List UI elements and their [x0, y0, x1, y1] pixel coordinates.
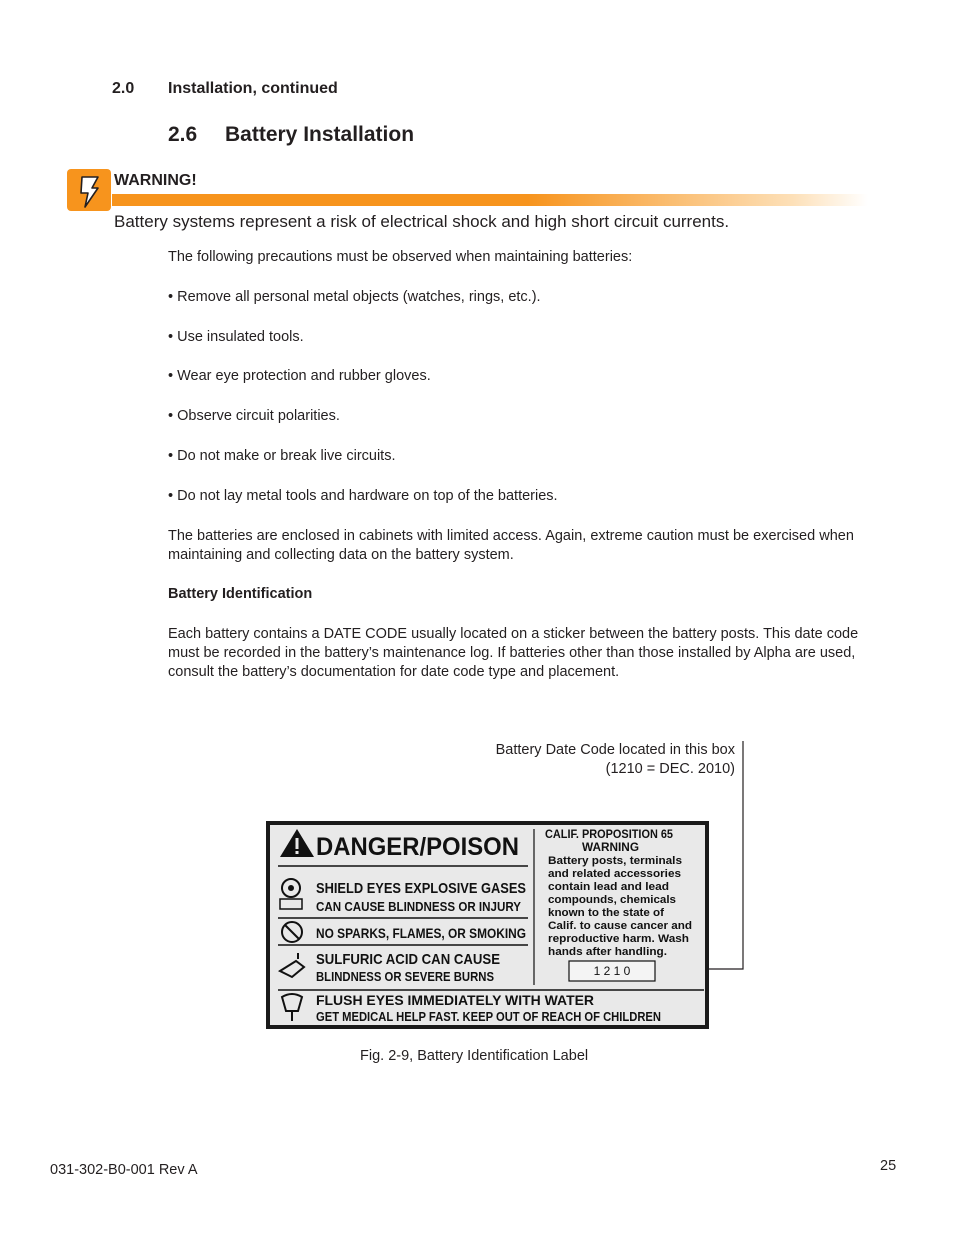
label-prop65-line: Calif. to cause cancer and	[548, 920, 692, 932]
label-prop65-line: hands after handling.	[548, 946, 667, 958]
label-shield-line2: CAN CAUSE BLINDNESS OR INJURY	[316, 900, 522, 914]
label-prop65-line: and related accessories	[548, 868, 681, 880]
callout-line-1: Battery Date Code located in this box	[495, 742, 735, 758]
callout-line-2: (1210 = DEC. 2010)	[605, 761, 735, 777]
section-header	[112, 80, 338, 98]
lightning-warning-icon	[67, 169, 111, 211]
warning-title: WARNING!	[114, 172, 197, 189]
precaution-item: • Remove all personal metal objects (watches, rings, etc.).	[168, 289, 541, 305]
battery-identification-heading: Battery Identification	[168, 586, 313, 602]
label-prop65-line: known to the state of	[548, 907, 665, 919]
subsection-title	[168, 123, 414, 147]
page-number: 25	[880, 1158, 897, 1174]
label-prop65-line: compounds, chemicals	[548, 894, 676, 906]
label-acid-line1: SULFURIC ACID CAN CAUSE	[316, 951, 500, 968]
precaution-item: • Do not lay metal tools and hardware on top of the batteries.	[168, 488, 558, 504]
label-danger-text: DANGER/POISON	[316, 833, 519, 861]
enclosure-note: The batteries are enclosed in cabinets with limited access. Again, extreme caution must be exercised when maintaining and collecting data on the battery system.	[168, 528, 854, 563]
warning-bar	[112, 194, 868, 206]
label-shield-line1: SHIELD EYES EXPLOSIVE GASES	[316, 880, 526, 897]
precautions-intro: The following precautions must be observed when maintaining batteries:	[168, 249, 633, 265]
battery-identification-text: Each battery contains a DATE CODE usually located on a sticker between the battery posts. This date code must be recorded in the battery’s maintenance log. If batteries other than those installed by Alpha are used, consult the battery’s documentation for date code type and placement.	[168, 626, 859, 680]
label-acid-line2: BLINDNESS OR SEVERE BURNS	[316, 969, 495, 984]
document-number: 031-302-B0-001 Rev A	[50, 1162, 198, 1178]
label-flush-line2: GET MEDICAL HELP FAST. KEEP OUT OF REACH OF CHILDREN	[316, 1010, 661, 1024]
date-code-value: 1 2 1 0	[593, 964, 631, 978]
section-title: Installation, continued	[168, 80, 338, 97]
section-number: 2.0	[112, 80, 135, 97]
label-no-sparks: NO SPARKS, FLAMES, OR SMOKING	[316, 925, 527, 941]
label-flush-line1: FLUSH EYES IMMEDIATELY WITH WATER	[316, 992, 594, 1008]
label-prop65-title: CALIF. PROPOSITION 65	[545, 829, 674, 841]
warning-text: Battery systems represent a risk of electrical shock and high short circuit currents.	[114, 212, 730, 231]
battery-identification-label	[266, 821, 709, 1029]
label-prop65-line: Battery posts, terminals	[548, 855, 682, 867]
subsection-heading: Battery Installation	[225, 123, 415, 146]
figure-caption: Fig. 2-9, Battery Identification Label	[360, 1048, 589, 1064]
label-prop65-warning: WARNING	[582, 842, 640, 854]
precaution-item: • Wear eye protection and rubber gloves.	[168, 368, 431, 384]
label-prop65-line: contain lead and lead	[548, 881, 669, 893]
precaution-item: • Do not make or break live circuits.	[168, 448, 396, 464]
label-prop65-line: reproductive harm. Wash	[548, 933, 690, 945]
precaution-item: • Observe circuit polarities.	[168, 408, 340, 424]
precaution-item: • Use insulated tools.	[168, 329, 304, 345]
subsection-number: 2.6	[168, 123, 198, 146]
